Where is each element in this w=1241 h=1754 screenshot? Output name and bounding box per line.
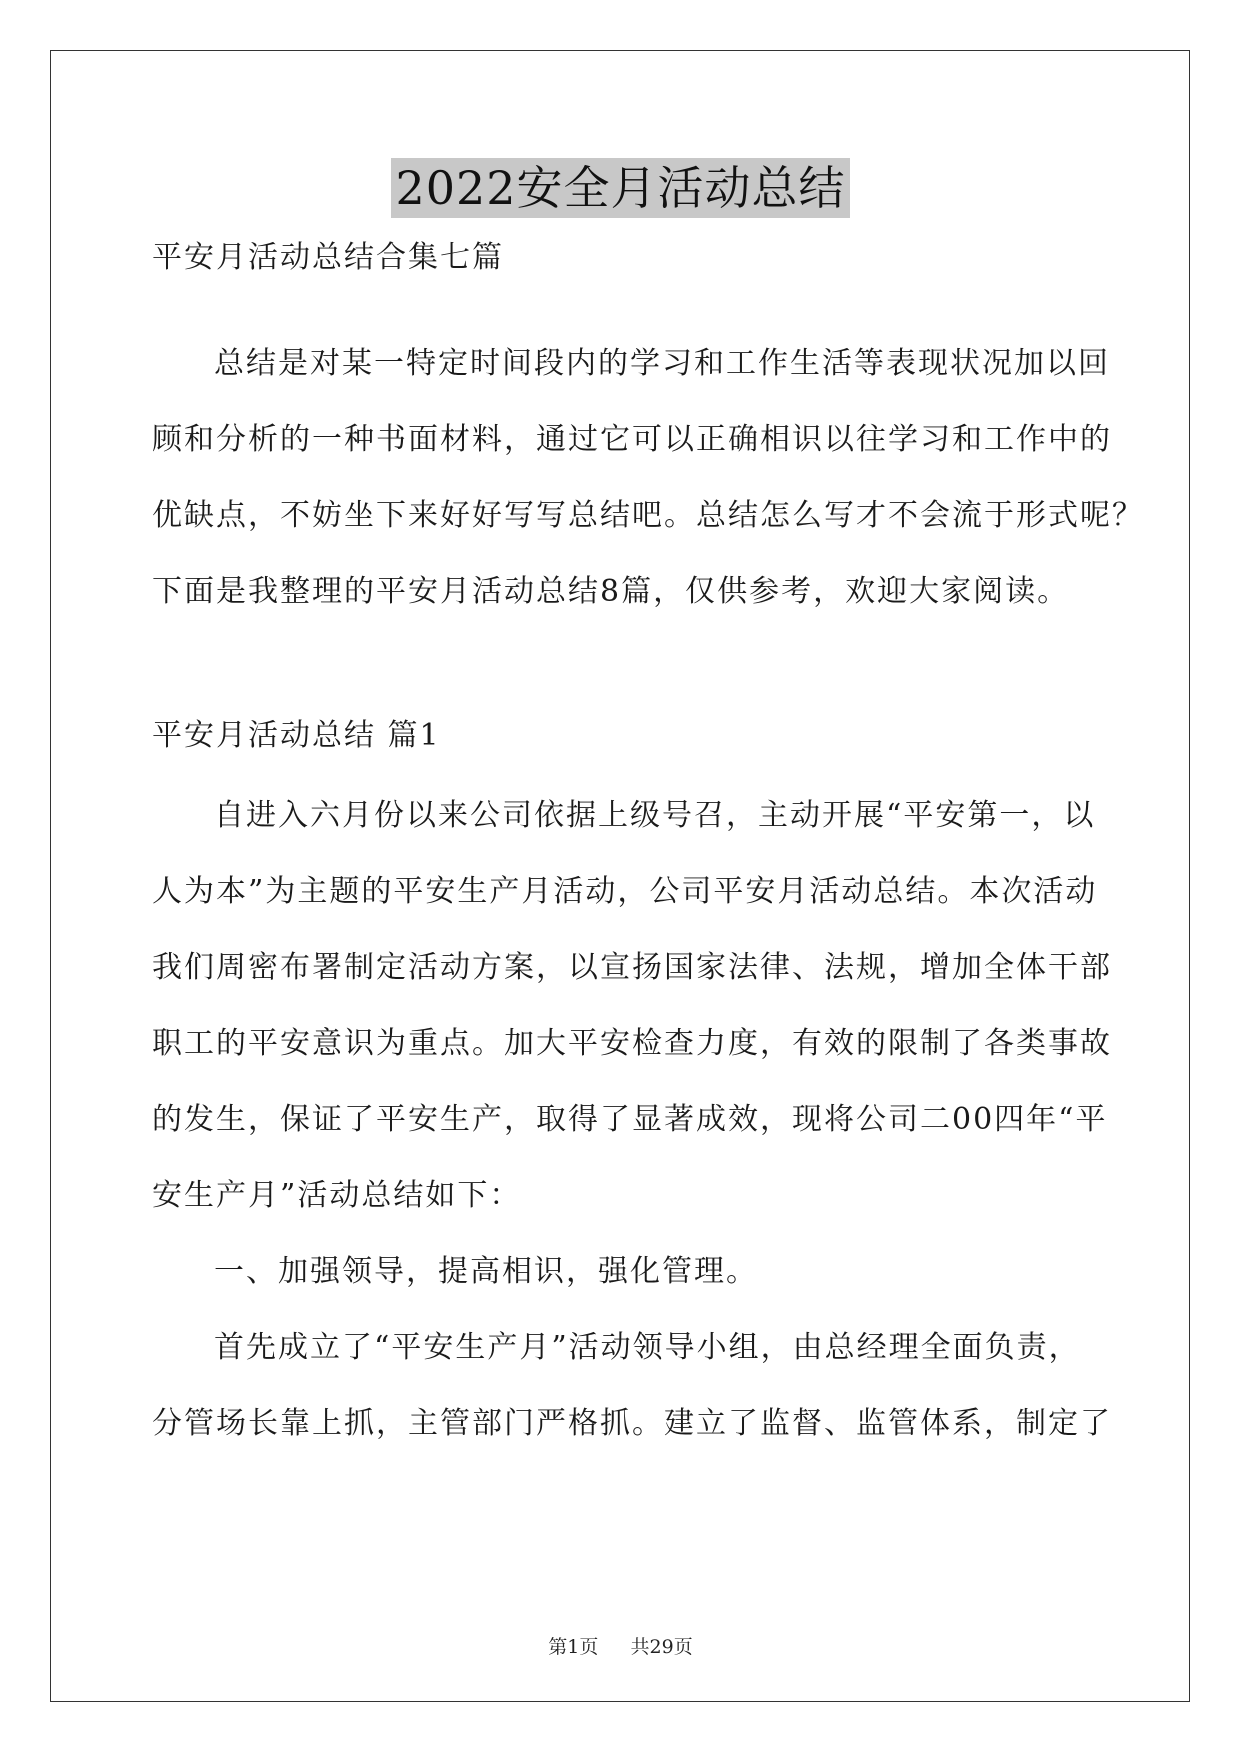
section-line: 安生产月”活动总结如下： <box>152 1178 522 1213</box>
intro-line: 优缺点，不妨坐下来好好写写总结吧。总结怎么写才不会流于形式呢？ <box>152 498 1144 533</box>
section-line: 分管场长靠上抓，主管部门严格抓。建立了监督、监管体系，制定了 <box>152 1406 1112 1441</box>
page-number: 第1页 <box>548 1636 599 1658</box>
section-line: 职工的平安意识为重点。加大平安检查力度，有效的限制了各类事故 <box>152 1026 1112 1061</box>
title-container <box>0 158 1241 218</box>
document-subtitle: 平安月活动总结合集七篇 <box>152 240 504 275</box>
intro-line: 顾和分析的一种书面材料，通过它可以正确相识以往学习和工作中的 <box>152 422 1112 457</box>
section-line: 首先成立了“平安生产月”活动领导小组，由总经理全面负责， <box>214 1330 1081 1365</box>
section-line: 我们周密布署制定活动方案，以宣扬国家法律、法规，增加全体干部 <box>152 950 1112 985</box>
intro-line: 总结是对某一特定时间段内的学习和工作生活等表现状况加以回 <box>214 346 1110 381</box>
intro-line: 下面是我整理的平安月活动总结8篇，仅供参考，欢迎大家阅读。 <box>152 574 1070 609</box>
section-line: 的发生，保证了平安生产，取得了显著成效，现将公司二00四年“平 <box>152 1102 1108 1137</box>
document-title: 2022安全月活动总结 <box>391 158 849 218</box>
section-line: 一、加强领导，提高相识，强化管理。 <box>214 1254 758 1289</box>
page-footer <box>0 1632 1241 1659</box>
section-line: 自进入六月份以来公司依据上级号召，主动开展“平安第一，以 <box>214 798 1096 833</box>
page-total: 共29页 <box>630 1636 693 1658</box>
section-line: 人为本”为主题的平安生产月活动，公司平安月活动总结。本次活动 <box>152 874 1098 909</box>
section-heading: 平安月活动总结 篇1 <box>152 718 441 753</box>
